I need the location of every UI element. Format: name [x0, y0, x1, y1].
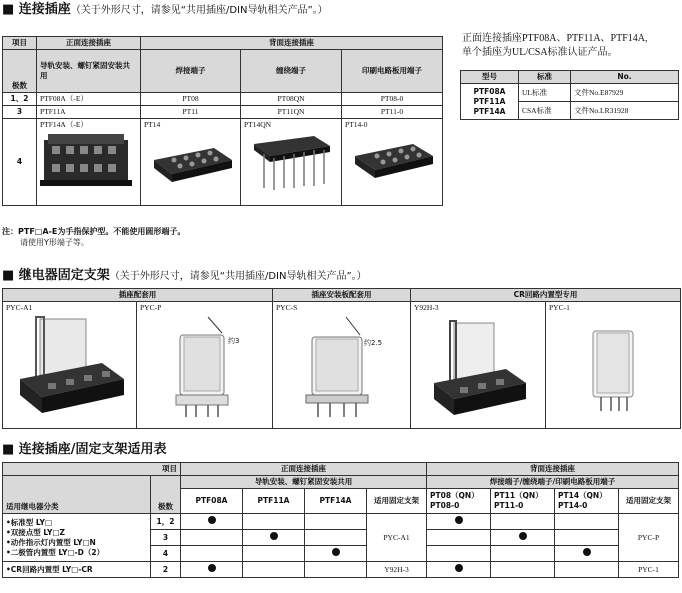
row-label-poles: 极数: [3, 50, 37, 93]
section-subtitle: （关于外形尺寸，请参见“共用插座/DIN导轨相关产品”。）: [70, 5, 328, 16]
back-sub-wrap: 缠绕端子: [241, 50, 342, 93]
socket-pt14qn-image: [244, 130, 336, 192]
socket-pt14-image: [144, 130, 236, 192]
socket-ptf14a-image: [40, 130, 132, 192]
section-title-sockets: ■ 连接插座（关于外形尺寸，请参见“共用插座/DIN导轨相关产品”。）: [2, 2, 328, 17]
compat-table: 项目 正面连接插座 背面连接插座 适用继电器分类 极数 导轨安装、螺钉紧固安装共用 焊接端子/缠绕端子/印刷电路板用端子 PTF08A PTF11A PTF14A 适用固定支架 PT08（QN）PT08-0 PT11（QN）PT11-0 PT14（QN）PT14-0 适用固定支架 •标准型 LY□ •双接点型 LY□Z •动作指示灯内置型 LY□N •二极管内置型 LY□-D（2） 1，2 PYC-A1 PYC-P 3 4 •CR回路内置型 LY□-CR 2 Y92H-3 PYC-1: [2, 462, 679, 578]
col-back: 背面连接插座: [141, 37, 443, 50]
bracket-y92h-3-image: [414, 313, 541, 421]
compat-dot: [455, 564, 463, 572]
compat-dot: [208, 564, 216, 572]
socket-table: [2, 36, 443, 206]
back-sub-pcb: 印刷电路板用端子: [342, 50, 443, 93]
table-row: 3 PTF11A PT11 PT11QN PT11-0: [3, 106, 443, 119]
col-front: 正面连接插座: [37, 37, 141, 50]
dim-label: 约2.5: [364, 339, 383, 347]
section-subtitle: （关于外形尺寸，请参见“共用插座/DIN导轨相关产品”。）: [109, 271, 367, 282]
dim-label: 约3: [228, 337, 240, 345]
bracket-pyc-s-image: [276, 313, 406, 421]
section-title-brackets: ■ 继电器固定支架（关于外形尺寸，请参见“共用插座/DIN导轨相关产品”。）: [2, 268, 367, 283]
compat-dot: [519, 532, 527, 540]
compat-dot: [208, 516, 216, 524]
front-sub: 导轨安装、螺钉紧固安装共用: [37, 50, 141, 93]
cert-description: 正面连接插座PTF08A、PTF11A、PTF14A, 单个插座为UL/CSA标准认证产品。: [462, 33, 648, 58]
section-title-compat: ■ 连接插座/固定支架适用表: [2, 442, 167, 457]
cert-table: 型号 标准 No. PTF08A PTF11A PTF14A UL标准 文件No.E87929 CSA标准 文件No.LR31928: [460, 70, 679, 120]
col-item: 项目: [3, 37, 37, 50]
compat-dot: [332, 548, 340, 556]
back-sub-solder: 焊接端子: [141, 50, 241, 93]
bracket-pyc-a1-image: [6, 313, 132, 421]
cert-models: PTF08A PTF11A PTF14A: [461, 84, 519, 120]
relay-classes: •标准型 LY□ •双接点型 LY□Z •动作指示灯内置型 LY□N •二极管内置型 LY□-D（2）: [3, 514, 151, 562]
bracket-pyc-p-image: [140, 313, 268, 421]
table-row: 1、2 PTF08A（-E） PT08 PT08QN PT08-0: [3, 93, 443, 106]
socket-pt14-0-image: [345, 130, 437, 192]
bracket-pyc-1-image: [549, 313, 676, 421]
compat-dot: [270, 532, 278, 540]
compat-dot: [583, 548, 591, 556]
compat-dot: [455, 516, 463, 524]
bracket-table: 插座配套用 插座安装板配套用 CR回路内置型专用 PYC-A1 PYC-P 约3 PYC-S 约2.5 Y92H-3 PYC-1: [2, 288, 681, 429]
table-row: 4 PTF14A（-E） PT14 PT14QN PT14-0: [3, 119, 443, 206]
socket-note: 注：PTF□A-E为手指保护型。不能使用圆形端子。 请使用Y形端子等。: [2, 227, 186, 247]
